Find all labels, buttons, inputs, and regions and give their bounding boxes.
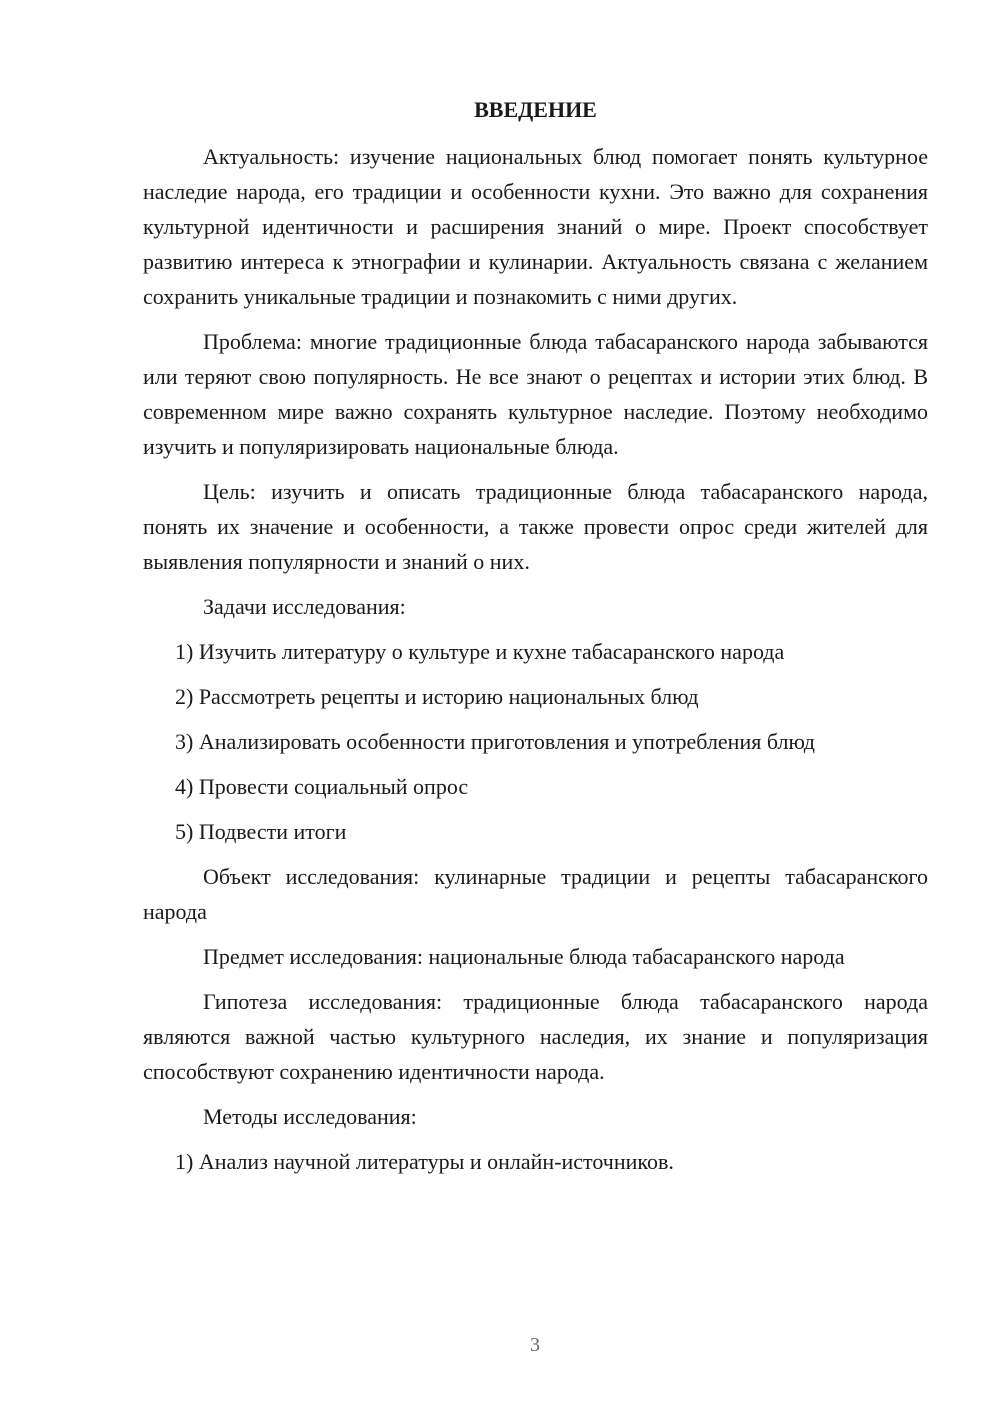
list-item: 1) Изучить литературу о культуре и кухне табасаранского народа — [175, 639, 785, 665]
list-item: 4) Провести социальный опрос — [175, 774, 469, 800]
list-item: 3) Анализировать особенности приготовления и употребления блюд — [175, 729, 815, 755]
tasks-list — [143, 634, 928, 849]
goal-paragraph: Цель: изучить и описать традиционные блюда табасаранского народа, понять их значение и особенности, а также провести опрос среди жителей для выявления популярности и знаний о них. — [143, 479, 928, 575]
methods-list — [143, 1144, 928, 1179]
document-page — [143, 92, 928, 1189]
page-number: 3 — [530, 1334, 540, 1356]
list-item: 5) Подвести итоги — [175, 819, 347, 845]
list-item: 2) Рассмотреть рецепты и историю национальных блюд — [175, 684, 699, 710]
methods-heading: Методы исследования: — [203, 1104, 417, 1130]
list-item: 1) Анализ научной литературы и онлайн-источников. — [175, 1149, 674, 1175]
problem-paragraph: Проблема: многие традиционные блюда табасаранского народа забываются или теряют свою популярность. Не все знают о рецептах и истории этих блюд. В современном мире важно сохранять культурное наследие. Поэтому необходимо изучить и популяризировать национальные блюда. — [143, 329, 928, 460]
subject-paragraph: Предмет исследования: национальные блюда табасаранского народа — [203, 944, 845, 970]
tasks-heading: Задачи исследования: — [203, 594, 406, 620]
relevance-paragraph: Актуальность: изучение национальных блюд помогает понять культурное наследие народа, его традиции и особенности кухни. Это важно для сохранения культурной идентичности и расширения знаний о мире. Проект способствует развитию интереса к этнографии и кулинарии. Актуальность связана с желанием сохранить уникальные традиции и познакомить с ними других. — [143, 144, 928, 310]
hypothesis-paragraph: Гипотеза исследования: традиционные блюда табасаранского народа являются важной частью культурного наследия, их знание и популяризация способствуют сохранению идентичности народа. — [143, 989, 928, 1085]
object-paragraph: Объект исследования: кулинарные традиции и рецепты табасаранского народа — [143, 864, 928, 925]
page-title: ВВЕДЕНИЕ — [474, 97, 597, 122]
